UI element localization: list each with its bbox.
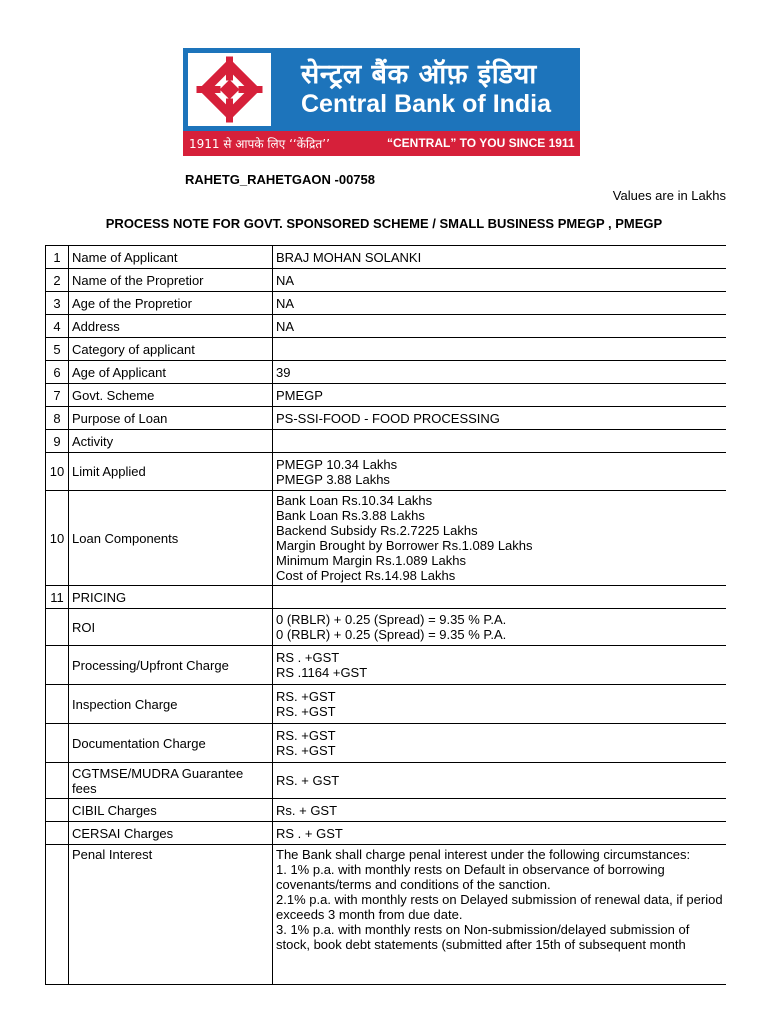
document-title: PROCESS NOTE FOR GOVT. SPONSORED SCHEME / SMALL BUSINESS PMEGP , PMEGP <box>105 216 663 231</box>
row-number: 10 <box>46 453 69 491</box>
process-note-table-container <box>45 245 726 1024</box>
value-line: RS . + GST <box>276 825 343 841</box>
row-label: CERSAI Charges <box>69 822 273 845</box>
table-row <box>46 845 727 985</box>
row-label: Govt. Scheme <box>69 384 273 407</box>
table-row <box>46 361 727 384</box>
row-value <box>273 292 727 315</box>
row-label: Loan Components <box>69 491 273 586</box>
value-line: RS .1164 +GST <box>276 665 368 680</box>
row-label: Purpose of Loan <box>69 407 273 430</box>
bank-emblem-icon <box>188 53 271 126</box>
table-row <box>46 799 727 822</box>
row-number: 5 <box>46 338 69 361</box>
value-line: Cost of Project Rs.14.98 Lakhs <box>276 568 456 583</box>
row-label: Inspection Charge <box>69 685 273 724</box>
table-row <box>46 430 727 453</box>
row-number: 1 <box>46 246 69 269</box>
table-row <box>46 338 727 361</box>
table-row <box>46 586 727 609</box>
row-label: Limit Applied <box>69 453 273 491</box>
value-line: 3. 1% p.a. with monthly rests on Non-submission/delayed submission of stock, book debt statements (submitted after 15th of subsequent month <box>276 922 690 952</box>
values-unit-note: Values are in Lakhs <box>612 188 726 203</box>
value-line: Bank Loan Rs.3.88 Lakhs <box>276 508 425 523</box>
row-label: ROI <box>69 609 273 646</box>
row-number: 7 <box>46 384 69 407</box>
row-number <box>46 845 69 985</box>
row-number: 3 <box>46 292 69 315</box>
value-line: PMEGP 3.88 Lakhs <box>276 471 390 487</box>
value-line: 1. 1% p.a. with monthly rests on Default in observance of borrowing covenants/terms and conditions of the sanction. <box>276 862 665 892</box>
value-line: NA <box>276 318 295 334</box>
row-number: 6 <box>46 361 69 384</box>
value-line: NA <box>276 295 295 311</box>
bank-logo-banner <box>183 48 580 156</box>
row-number <box>46 685 69 724</box>
value-line: Minimum Margin Rs.1.089 Lakhs <box>276 553 467 568</box>
row-label: Processing/Upfront Charge <box>69 646 273 685</box>
row-value <box>273 315 727 338</box>
row-label: Name of the Propretior <box>69 269 273 292</box>
value-line: PMEGP <box>276 387 323 403</box>
tagline-hindi: 1911 से आपके लिए ‘‘केंद्रित’’ <box>189 137 330 151</box>
row-label: Age of Applicant <box>69 361 273 384</box>
row-value <box>273 246 727 269</box>
value-line: BRAJ MOHAN SOLANKI <box>276 249 422 265</box>
value-line: NA <box>276 272 295 288</box>
table-row <box>46 724 727 763</box>
row-value <box>273 407 727 430</box>
row-value <box>273 361 727 384</box>
value-line: Backend Subsidy Rs.2.7225 Lakhs <box>276 523 478 538</box>
logo-blue-band <box>183 48 580 131</box>
value-line: 39 <box>276 364 291 380</box>
row-value <box>273 453 727 491</box>
row-value <box>273 586 727 609</box>
table-row <box>46 315 727 338</box>
row-value <box>273 269 727 292</box>
table-row <box>46 407 727 430</box>
table-row <box>46 292 727 315</box>
table-row <box>46 822 727 845</box>
value-line: Bank Loan Rs.10.34 Lakhs <box>276 493 433 508</box>
value-line: RS . +GST <box>276 650 340 665</box>
row-number <box>46 763 69 799</box>
value-line: Rs. + GST <box>276 802 338 818</box>
table-row <box>46 763 727 799</box>
value-line: The Bank shall charge penal interest under the following circumstances: <box>276 847 691 862</box>
value-line: Margin Brought by Borrower Rs.1.089 Lakhs <box>276 538 533 553</box>
logo-red-band <box>183 131 580 156</box>
value-line: 2.1% p.a. with monthly rests on Delayed submission of renewal data, if period exceeds 3 month from due date. <box>276 892 723 922</box>
branch-code: RAHETG_RAHETGAON -00758 <box>185 172 375 187</box>
row-value <box>273 491 727 586</box>
row-label: Activity <box>69 430 273 453</box>
table-row <box>46 384 727 407</box>
row-number <box>46 822 69 845</box>
row-label: CGTMSE/MUDRA Guarantee fees <box>69 763 273 799</box>
row-label: Age of the Propretior <box>69 292 273 315</box>
table-row <box>46 269 727 292</box>
row-number: 9 <box>46 430 69 453</box>
row-number: 8 <box>46 407 69 430</box>
row-value <box>273 845 727 985</box>
table-row <box>46 646 727 685</box>
table-row <box>46 491 727 586</box>
row-value <box>273 685 727 724</box>
row-value <box>273 384 727 407</box>
row-label: Documentation Charge <box>69 724 273 763</box>
row-number: 2 <box>46 269 69 292</box>
row-value <box>273 799 727 822</box>
row-value <box>273 430 727 453</box>
value-line: PMEGP 10.34 Lakhs <box>276 456 398 472</box>
bank-name-english: Central Bank of India <box>301 90 552 118</box>
row-label: CIBIL Charges <box>69 799 273 822</box>
row-label: Penal Interest <box>69 845 273 985</box>
row-value <box>273 338 727 361</box>
row-number: 10 <box>46 491 69 586</box>
row-number <box>46 799 69 822</box>
row-number: 4 <box>46 315 69 338</box>
value-line: 0 (RBLR) + 0.25 (Spread) = 9.35 % P.A. <box>276 627 507 642</box>
value-line: RS. +GST <box>276 704 336 719</box>
value-line: RS. +GST <box>276 743 336 758</box>
row-number <box>46 646 69 685</box>
row-value <box>273 609 727 646</box>
table-row <box>46 685 727 724</box>
row-label: Name of Applicant <box>69 246 273 269</box>
row-value <box>273 822 727 845</box>
value-line: RS. +GST <box>276 689 336 704</box>
row-value <box>273 763 727 799</box>
table-row <box>46 453 727 491</box>
row-value <box>273 724 727 763</box>
value-line: RS. + GST <box>276 773 340 788</box>
row-label: Address <box>69 315 273 338</box>
process-note-table <box>45 245 726 985</box>
row-number: 11 <box>46 586 69 609</box>
row-label: PRICING <box>69 586 273 609</box>
table-row <box>46 246 727 269</box>
row-value <box>273 646 727 685</box>
row-number <box>46 724 69 763</box>
value-line: 0 (RBLR) + 0.25 (Spread) = 9.35 % P.A. <box>276 612 507 627</box>
bank-name-hindi: सेन्ट्रल बैंक ऑफ़ इंडिया <box>301 59 537 90</box>
tagline-english: “CENTRAL” TO YOU SINCE 1911 <box>387 136 575 150</box>
table-row <box>46 609 727 646</box>
row-label: Category of applicant <box>69 338 273 361</box>
row-number <box>46 609 69 646</box>
value-line: PS-SSI-FOOD - FOOD PROCESSING <box>276 410 500 426</box>
value-line: RS. +GST <box>276 728 336 743</box>
